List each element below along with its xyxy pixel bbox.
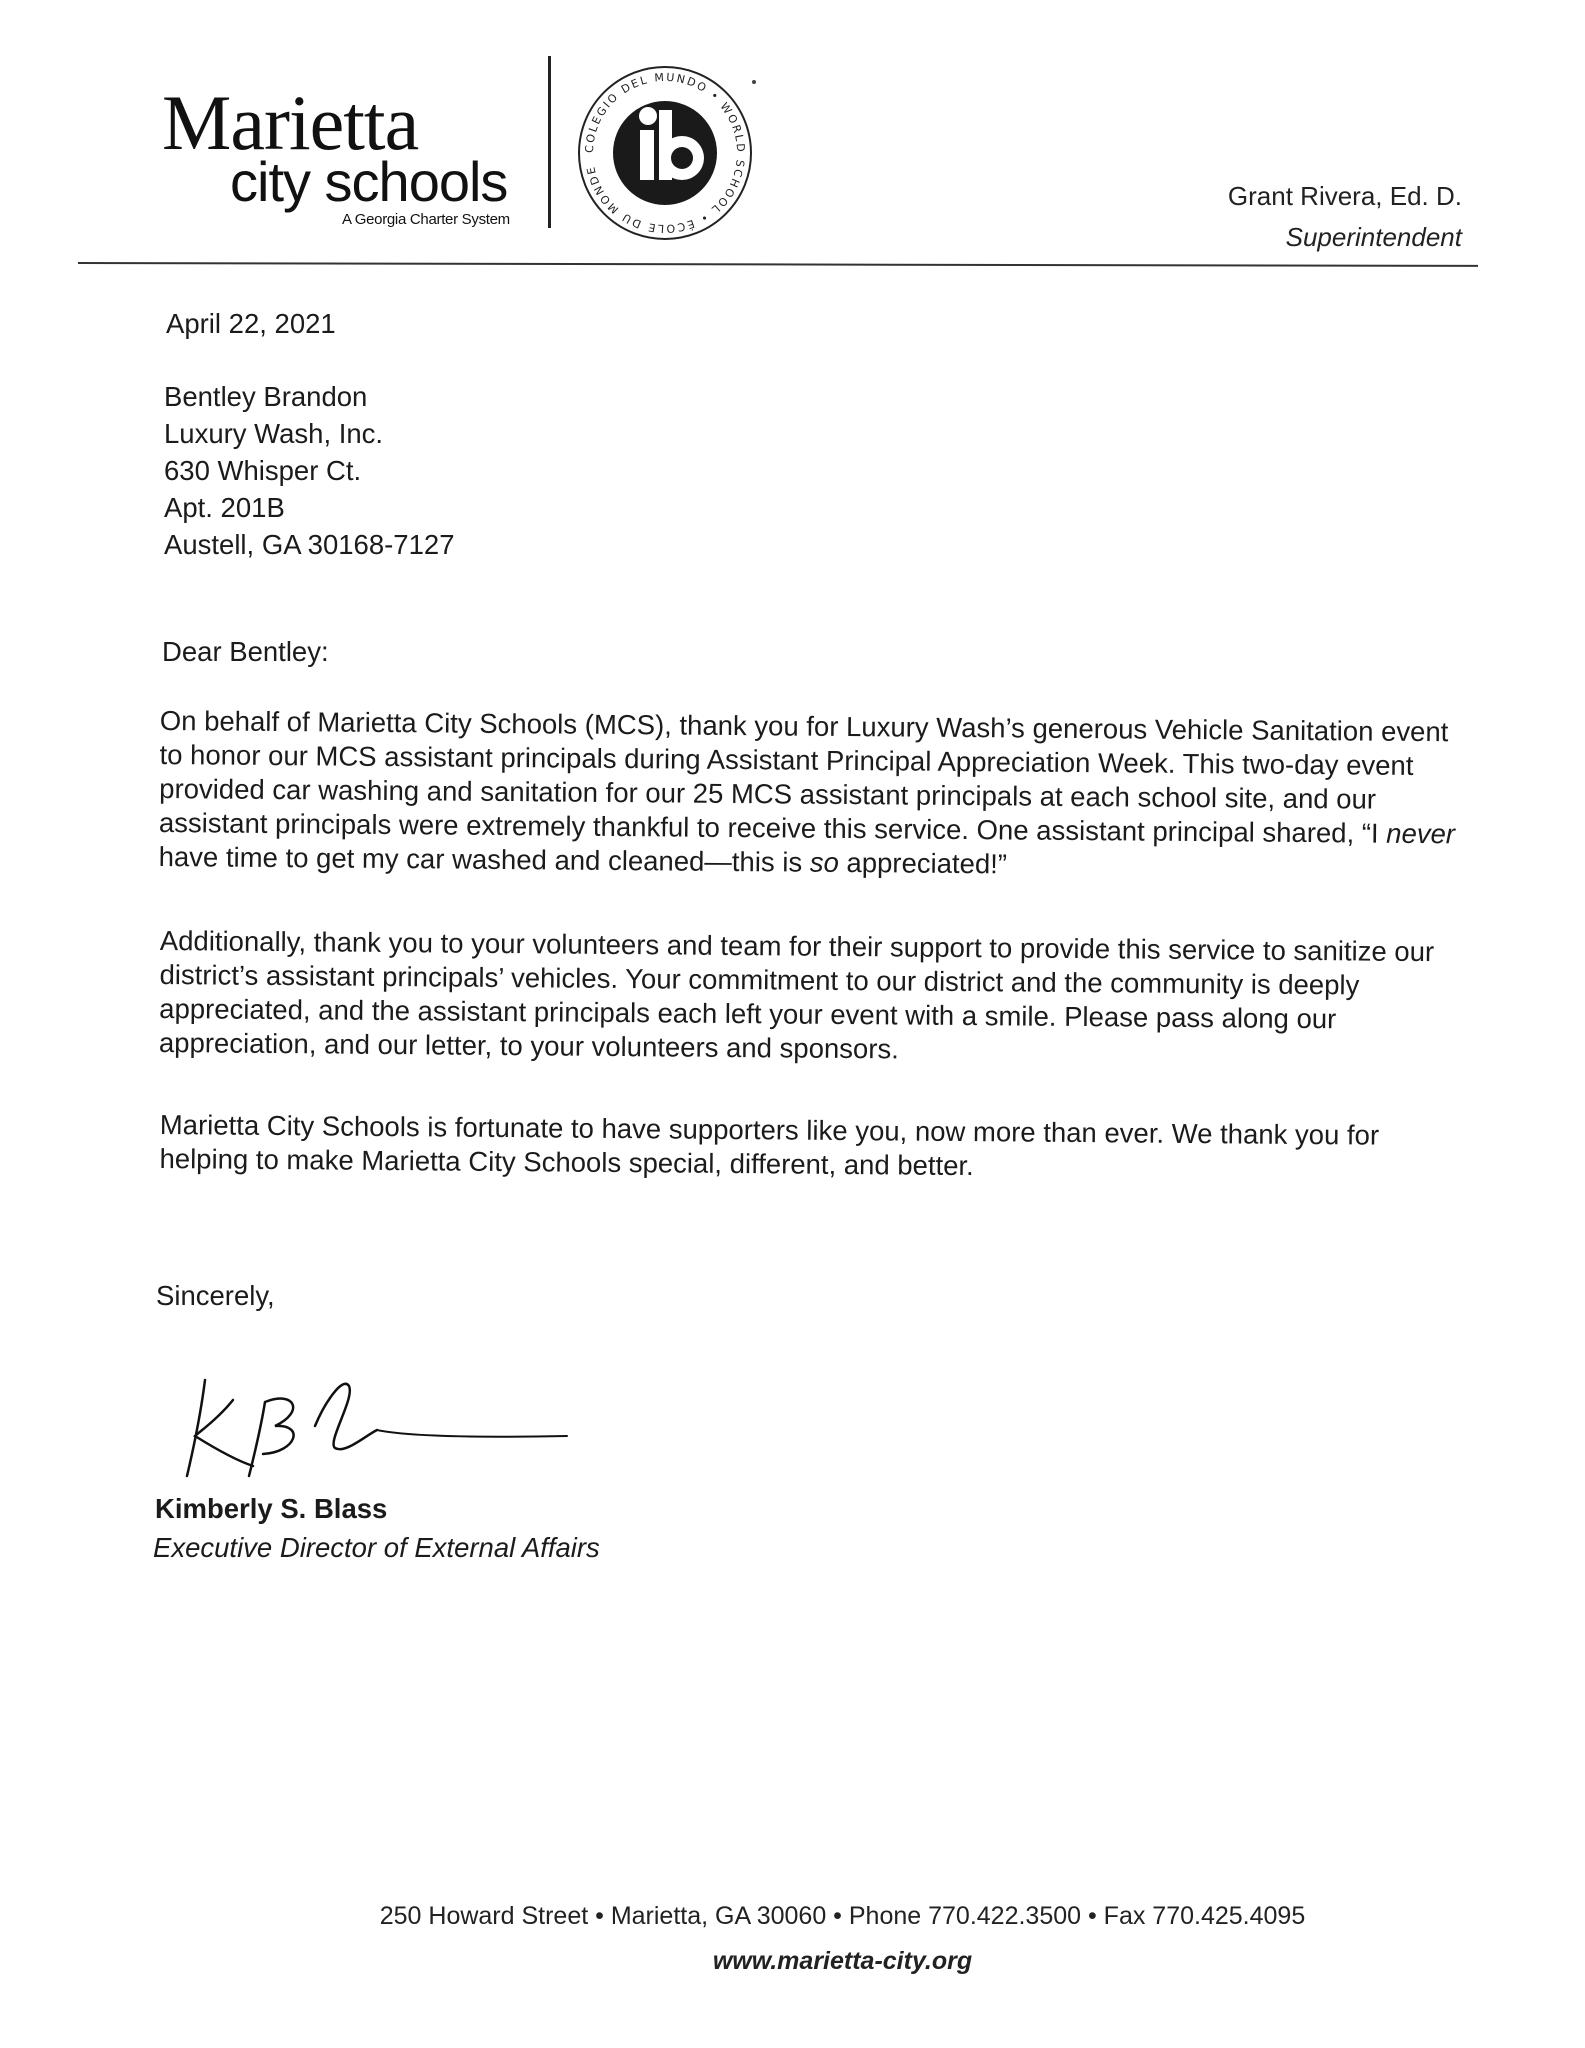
paragraph-text: On behalf of Marietta City Schools (MCS), thank you for Luxury Wash’s generous Vehicle Sanitation event to honor our MCS assistant principals during Assistant Principal Appreciation Week. This two-day event provided car washing and sanitation for our 25 MCS assistant principals at each school site, and our assistant principals were extremely thankful to receive this service. One assistant principal shared, “I <box>158 704 1449 849</box>
superintendent-title: Superintendent <box>1285 222 1462 252</box>
emphasis-text: so <box>809 846 839 878</box>
recipient-line: Luxury Wash, Inc. <box>164 418 384 449</box>
superintendent-name: Grant Rivera, Ed. D. <box>1227 181 1462 211</box>
signer-name: Kimberly S. Blass <box>155 1493 388 1524</box>
recipient-line: 630 Whisper Ct. <box>164 455 362 486</box>
paragraph-text: appreciated!” <box>838 846 1008 880</box>
footer-website-link[interactable]: www.marietta-city.org <box>712 1947 973 1975</box>
closing: Sincerely, <box>156 1280 275 1311</box>
body-paragraph-2: Additionally, thank you to your volunteers and team for their support to provide this service to sanitize our district’s assistant principals’ vehicles. Your commitment to our district and the community is deeply appreciated, and the assistant principals each left your event with a smile. Please pass along our appreciation, and our letter, to your volunteers and sponsors. <box>158 924 1435 1065</box>
brand-name: Marietta <box>162 79 419 166</box>
paragraph-text: have time to get my car washed and cleaned—this is <box>158 840 810 878</box>
salutation: Dear Bentley: <box>162 636 329 667</box>
body-paragraph-3: Marietta City Schools is fortunate to have supporters like you, now more than ever. We thank you for helping to make Marietta City Schools special, different, and better. <box>159 1109 1380 1182</box>
brand-tagline: A Georgia Charter System <box>342 211 510 228</box>
brand-subtitle: city schools <box>230 150 508 213</box>
handwritten-signature <box>165 1372 575 1482</box>
footer-address: 250 Howard Street • Marietta, GA 30060 • Phone 770.422.3500 • Fax 770.425.4095 <box>379 1902 1306 1930</box>
recipient-address <box>164 378 454 563</box>
header-divider <box>548 56 551 228</box>
ib-seal-logo <box>560 58 770 248</box>
seal-ring-text: COLEGIO DEL MUNDO • WORLD SCHOOL • ÉCOLE DU MONDE <box>582 70 748 236</box>
header-rule <box>78 262 1478 267</box>
recipient-line: Bentley Brandon <box>164 381 368 412</box>
emphasis-text: never <box>1386 817 1456 850</box>
recipient-line: Apt. 201B <box>164 492 285 523</box>
body-paragraph-1 <box>159 704 1470 885</box>
letter-date: April 22, 2021 <box>166 308 336 339</box>
recipient-line: Austell, GA 30168-7127 <box>164 529 455 560</box>
signer-title: Executive Director of External Affairs <box>153 1532 600 1563</box>
